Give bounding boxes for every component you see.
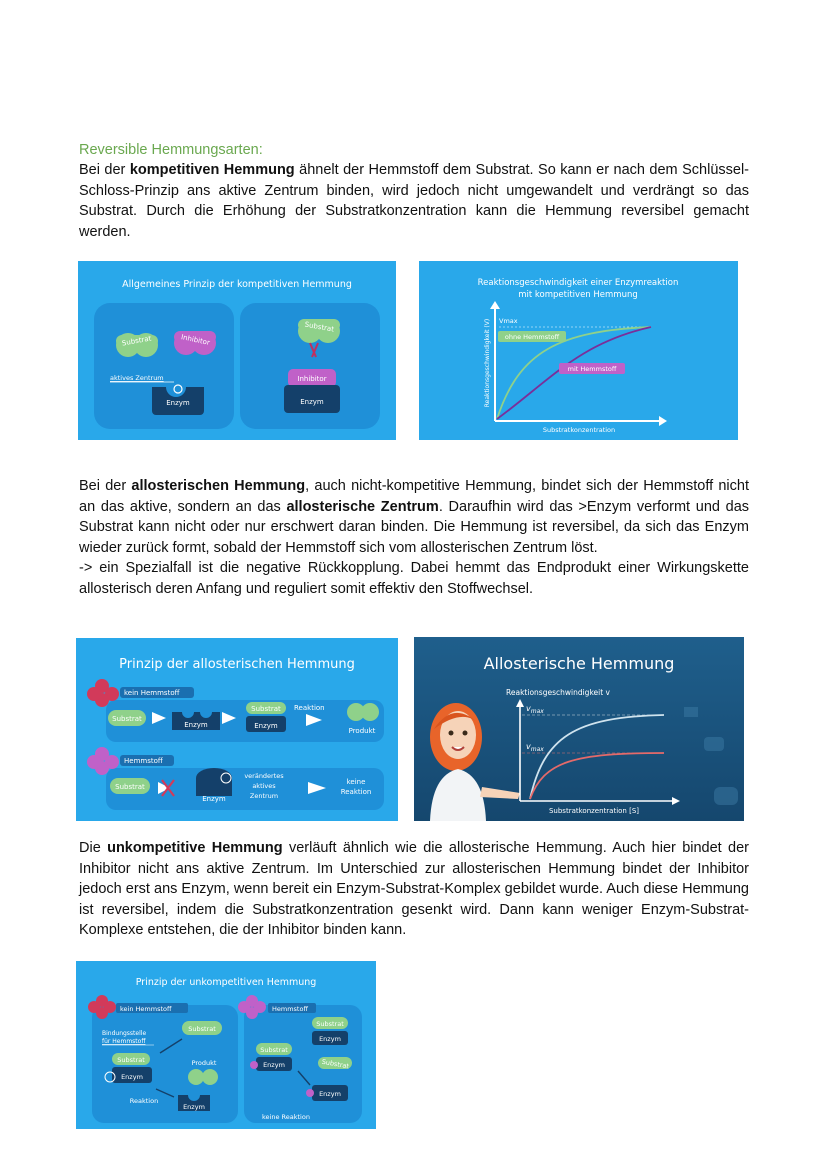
text-run: verläuft ähnlich wie die allosterische Hemmung. Auch hier bindet der Inhibitor nicht ans aktive Zentrum. Im Unterschied zur allosterischen Hemmung bindet der Inhibitor jedoch erst ans Enzym, wenn bereit ein Enzym-Substrat-Komplex gebildet wurde. Auch diese Hemmung ist reversibel, indem die Substratkonzentration gesenkt wird. Dann kann weniger Enzym-Substrat-Komplexe entstehen, die der Inhibitor binden kann. — [79, 840, 749, 938]
label-reaction: Reaktion — [129, 1097, 159, 1105]
legend-without-inhibitor: ohne Hemmstoff — [504, 333, 560, 341]
enzyme-label: Enzym — [121, 1073, 143, 1081]
enzyme-label: Enzym — [300, 398, 324, 406]
inhibitor-label: Inhibitor — [297, 375, 327, 383]
chart-title-line1: Reaktionsgeschwindigkeit einer Enzymreaktion — [477, 278, 679, 288]
enzyme-label: Enzym — [319, 1035, 341, 1043]
bold-term: kompetitiven Hemmung — [129, 162, 295, 178]
text-run: Die — [79, 840, 108, 856]
label-no-reaction-2: Reaktion — [340, 788, 372, 796]
substrate-label: Substrat — [321, 1057, 350, 1071]
product-label: Produkt — [348, 727, 376, 735]
allosteric-rate-chart — [414, 637, 744, 821]
label-inhibitor: Hemmstoff — [124, 757, 163, 765]
competitive-principle-diagram — [78, 261, 396, 440]
enzyme-label: Enzym — [183, 1103, 205, 1111]
label-altered-3: Zentrum — [249, 792, 279, 800]
enzyme-label: Enzym — [254, 722, 278, 730]
legend-with-inhibitor: mit Hemmstoff — [567, 365, 617, 373]
text-run: ähnelt der Hemmstoff dem Substrat. So kann er nach dem Schlüssel-Schloss-Prinzip ans aktive Zentrum binden, wird jedoch nicht umgewandelt und verdrängt so das Substrat. Durch die Erhöhung der Substratkonzentration kann die Hemmung reversibel gemacht werden. — [79, 162, 749, 240]
figure-allosteric-principle — [76, 638, 398, 821]
paragraph-allosteric — [79, 476, 749, 599]
substrate-label: Substrat — [115, 783, 145, 791]
chart-title-line2: mit kompetitiven Hemmung — [518, 290, 638, 300]
label-reaction: Reaktion — [294, 704, 325, 712]
label-altered-1: verändertes — [244, 772, 284, 780]
substrate-label: Substrat — [117, 1056, 145, 1064]
label-altered-2: aktives — [252, 782, 276, 790]
enzyme-shape — [196, 768, 232, 796]
vmax-label: Vmax — [499, 317, 518, 325]
figure-uncompetitive-principle — [76, 961, 376, 1129]
paragraph-competitive — [79, 160, 749, 242]
vmax-label: $v_{max}$ — [526, 704, 544, 715]
uncompetitive-principle-diagram — [76, 961, 376, 1129]
label-inhibitor: Hemmstoff — [272, 1005, 308, 1013]
enzyme-label: Enzym — [202, 795, 226, 803]
substrate-label: Substrat — [316, 1020, 344, 1028]
substrate-label: Substrat — [121, 334, 152, 348]
text-run: -> ein Spezialfall ist die negative Rückkopplung. Dabei hemmt das Endprodukt einer Wirkungskette allosterisch deren Anfang und reguliert somit effektiv den Stoffwechsel. — [79, 560, 749, 597]
section-heading: Reversible Hemmungsarten: — [79, 142, 263, 158]
text-run: Bei der — [79, 162, 130, 178]
figure-title: Prinzip der unkompetitiven Hemmung — [135, 977, 317, 988]
label-no-inhibitor: kein Hemmstoff — [120, 1005, 172, 1013]
label-binding-site-2: für Hemmstoff — [102, 1038, 146, 1045]
allosteric-principle-diagram — [76, 638, 398, 821]
figure-title: Allgemeines Prinzip der kompetitiven Hemmung — [122, 279, 352, 290]
enzyme-label: Enzym — [319, 1090, 341, 1098]
vmax-inhibited-label: $v_{max}$ — [526, 742, 544, 753]
bold-term: allosterischen Hemmung — [131, 478, 306, 494]
product-label: Produkt — [191, 1059, 217, 1067]
active-site-label: aktives Zentrum — [110, 374, 164, 382]
x-axis-label: Substratkonzentration [S] — [548, 807, 640, 815]
enzyme-label: Enzym — [184, 721, 208, 729]
text-run: Bei der — [79, 478, 132, 494]
label-no-reaction-1: keine — [346, 778, 366, 786]
enzyme-label: Enzym — [263, 1061, 285, 1069]
substrate-label: Substrat — [112, 715, 142, 723]
competitive-rate-chart — [419, 261, 738, 440]
label-no-inhibitor: kein Hemmstoff — [124, 689, 180, 697]
substrate-label: Substrat — [260, 1046, 288, 1054]
bold-term: allosterische Zentrum — [286, 498, 439, 515]
figure-title: Allosterische Hemmung — [483, 654, 675, 673]
substrate-label: Substrat — [304, 320, 335, 334]
figure-allosteric-graph — [414, 637, 744, 821]
enzyme-label: Enzym — [166, 399, 190, 407]
paragraph-uncompetitive — [79, 838, 749, 941]
figure-competitive-graph — [419, 261, 738, 440]
text-run: . Daraufhin wird das >Enzym verformt und das Substrat kann nicht oder nur erschwert daran binden. Die Hemmung ist reversibel, da sich das Enzym wieder zurück formt, sobald der Hemmstoff sich vom allosterischen Zentrum löst. — [79, 498, 750, 556]
y-axis-label: Reaktionsgeschwindigkeit v — [506, 688, 610, 697]
y-axis-label: Reaktionsgeschwindigkeit (V) — [484, 318, 491, 408]
x-axis-label: Substratkonzentration — [542, 426, 616, 434]
label-no-reaction: keine Reaktion — [262, 1113, 310, 1121]
substrate-label: Substrat — [251, 705, 281, 713]
substrate-label: Substrat — [188, 1025, 216, 1033]
inhibitor-label: Inhibitor — [180, 333, 211, 347]
figure-competitive-principle — [78, 261, 396, 440]
bold-term: unkompetitive Hemmung — [107, 840, 283, 856]
figure-title: Prinzip der allosterischen Hemmung — [119, 657, 355, 672]
label-binding-site-1: Bindungsstelle — [102, 1030, 147, 1037]
text-run: , auch nicht-kompetitive Hemmung, bindet sich der Hemmstoff nicht an das aktive, sondern an das — [79, 478, 749, 515]
